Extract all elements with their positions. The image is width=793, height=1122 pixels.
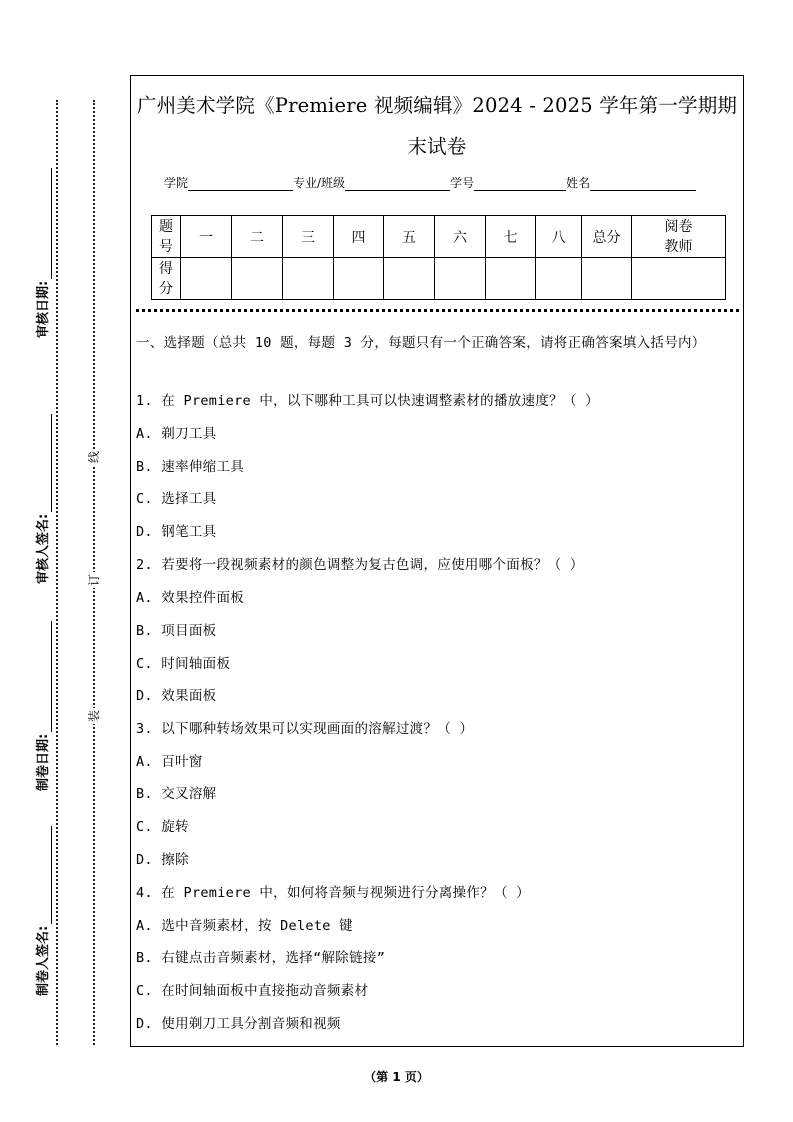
exam-title-line2: 末试卷 <box>407 135 467 158</box>
score-table-score-row <box>152 258 726 300</box>
section-separator <box>136 309 739 312</box>
binding-char-bind: 装 <box>87 710 101 723</box>
student-id-label: 学号 <box>450 176 475 190</box>
score-row-header: 得 分 <box>152 258 181 300</box>
score-cell[interactable] <box>435 258 486 300</box>
question-option[interactable]: D. 钢笔工具 <box>136 524 217 540</box>
score-table <box>151 215 726 300</box>
grader-header: 阅卷 教师 <box>632 216 726 258</box>
score-cell[interactable] <box>181 258 232 300</box>
question-stem: 4. 在 Premiere 中，如何将音频与视频进行分离操作？（ ） <box>136 885 530 901</box>
review-date-label: 审核日期: <box>36 280 51 338</box>
question-stem: 1. 在 Premiere 中，以下哪种工具可以快速调整素材的播放速度？（ ） <box>136 393 599 409</box>
score-cell[interactable] <box>232 258 283 300</box>
reviewer-sign-field[interactable] <box>33 414 55 584</box>
question-option[interactable]: D. 效果面板 <box>136 688 217 704</box>
maker-sign-field[interactable] <box>33 826 55 996</box>
score-cell[interactable] <box>486 258 536 300</box>
question-option[interactable]: A. 选中音频素材，按 Delete 键 <box>136 918 353 934</box>
column-header: 七 <box>486 216 536 258</box>
binding-dotted-line-outer <box>56 100 58 1045</box>
major-label: 专业/班级 <box>293 176 346 190</box>
column-header: 四 <box>334 216 384 258</box>
maker-date-label: 制卷日期: <box>36 733 51 791</box>
grader-cell[interactable] <box>632 258 726 300</box>
score-cell[interactable] <box>283 258 334 300</box>
question-option[interactable]: C. 时间轴面板 <box>136 656 231 672</box>
college-blank[interactable] <box>188 178 293 191</box>
question-option[interactable]: C. 旋转 <box>136 819 189 835</box>
exam-frame <box>130 75 744 1047</box>
question-number-header: 题 号 <box>152 216 181 258</box>
column-header: 二 <box>232 216 283 258</box>
section1-heading: 一、选择题（总共 10 题，每题 3 分，每题只有一个正确答案，请将正确答案填入括号内） <box>136 335 706 351</box>
score-table-header-row <box>152 216 726 258</box>
question-option[interactable]: B. 速率伸缩工具 <box>136 459 245 475</box>
column-header: 一 <box>181 216 232 258</box>
column-header: 六 <box>435 216 486 258</box>
college-label: 学院 <box>164 176 189 190</box>
question-option[interactable]: A. 剃刀工具 <box>136 426 217 442</box>
question-option[interactable]: D. 使用剃刀工具分割音频和视频 <box>136 1016 341 1032</box>
reviewer-sign-label: 审核人签名: <box>36 513 51 584</box>
question-stem: 2. 若要将一段视频素材的颜色调整为复古色调，应使用哪个面板？（ ） <box>136 557 584 573</box>
total-score-cell[interactable] <box>582 258 632 300</box>
total-score-header: 总分 <box>582 216 632 258</box>
binding-char-line: 线 <box>87 451 101 464</box>
student-info-row <box>164 174 696 191</box>
question-option[interactable]: A. 百叶窗 <box>136 754 203 770</box>
binding-char-order: 订 <box>87 574 101 587</box>
name-blank[interactable] <box>590 178 696 191</box>
review-date-field[interactable] <box>33 168 55 338</box>
column-header: 八 <box>536 216 582 258</box>
question-option[interactable]: B. 交叉溶解 <box>136 786 217 802</box>
student-id-blank[interactable] <box>474 178 566 191</box>
column-header: 三 <box>283 216 334 258</box>
question-option[interactable]: C. 选择工具 <box>136 491 217 507</box>
score-cell[interactable] <box>536 258 582 300</box>
maker-date-field[interactable] <box>33 621 55 791</box>
question-option[interactable]: A. 效果控件面板 <box>136 590 245 606</box>
column-header: 五 <box>384 216 435 258</box>
major-blank[interactable] <box>345 178 450 191</box>
question-option[interactable]: C. 在时间轴面板中直接拖动音频素材 <box>136 983 369 999</box>
score-cell[interactable] <box>384 258 435 300</box>
review-date-blank[interactable] <box>37 168 52 279</box>
question-option[interactable]: D. 擦除 <box>136 852 189 868</box>
page-number: （第 1 页） <box>364 1070 429 1084</box>
question-option[interactable]: B. 项目面板 <box>136 623 217 639</box>
reviewer-sign-blank[interactable] <box>37 414 52 512</box>
maker-sign-blank[interactable] <box>37 826 52 924</box>
question-stem: 3. 以下哪种转场效果可以实现画面的溶解过渡？（ ） <box>136 721 474 737</box>
maker-date-blank[interactable] <box>37 621 52 732</box>
question-option[interactable]: B. 右键点击音频素材，选择“解除链接” <box>136 950 386 966</box>
maker-sign-label: 制卷人签名: <box>36 925 51 996</box>
score-cell[interactable] <box>334 258 384 300</box>
exam-title-line1: 广州美术学院《Premiere 视频编辑》2024 - 2025 学年第一学期期 <box>136 94 738 117</box>
name-label: 姓名 <box>566 176 591 190</box>
